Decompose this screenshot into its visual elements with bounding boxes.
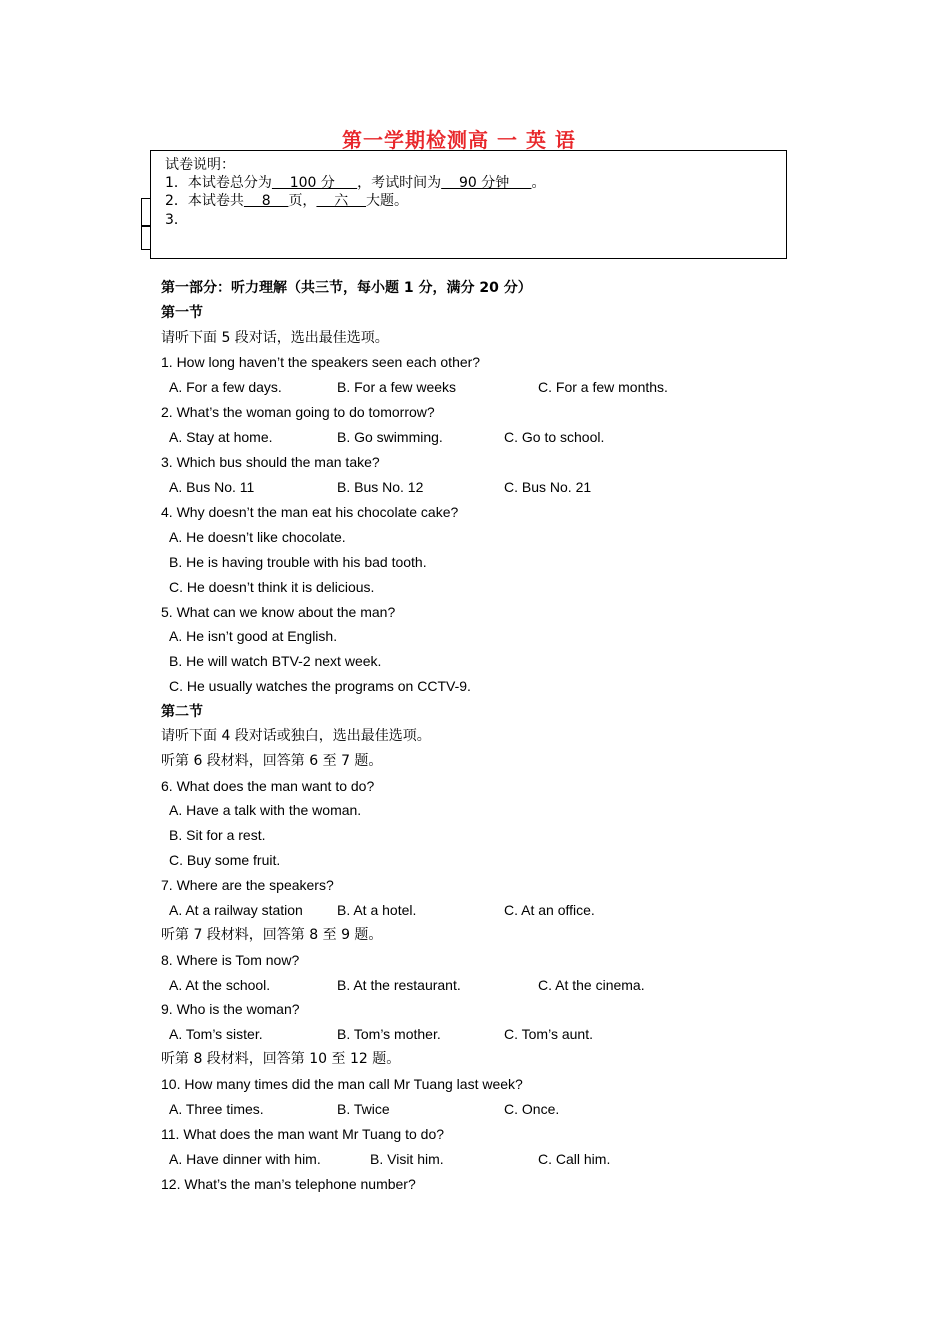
section1-instruction: 请听下面 5 段对话，选出最佳选项。 (161, 330, 389, 346)
notes-line-1 (165, 174, 545, 192)
exam-time-value: 90 分钟 (441, 175, 532, 191)
question-3: 3. Which bus should the man take? (161, 454, 380, 470)
option-8b: B. At the restaurant. (337, 977, 461, 993)
option-9c: C. Tom’s aunt. (504, 1026, 593, 1042)
option-10a: A. Three times. (169, 1101, 264, 1117)
question-2: 2. What’s the woman going to do tomorrow? (161, 404, 435, 420)
option-3c: C. Bus No. 21 (504, 479, 592, 495)
question-4: 4. Why doesn’t the man eat his chocolate cake? (161, 504, 459, 520)
question-5: 5. What can we know about the man? (161, 604, 396, 620)
notes-text: ，考试时间为 (357, 175, 442, 191)
option-4a: A. He doesn’t like chocolate. (169, 529, 346, 545)
part1-heading: 第一部分：听力理解（共三节，每小题 1 分，满分 20 分） (161, 280, 532, 296)
notes-line-2 (165, 192, 408, 210)
option-2c: C. Go to school. (504, 429, 605, 445)
notes-text: 页， (288, 193, 317, 209)
question-8: 8. Where is Tom now? (161, 952, 300, 968)
option-9a: A. Tom’s sister. (169, 1026, 263, 1042)
material-8-instruction: 听第 8 段材料，回答第 10 至 12 题。 (161, 1051, 401, 1067)
option-5b: B. He will watch BTV-2 next week. (169, 653, 382, 669)
page-title: 第一学期检测高 一 英 语 (342, 128, 576, 152)
option-7c: C. At an office. (504, 902, 595, 918)
option-1a: A. For a few days. (169, 379, 282, 395)
option-7a: A. At a railway station (169, 902, 303, 918)
option-6b: B. Sit for a rest. (169, 827, 266, 843)
option-8c: C. At the cinema. (538, 977, 645, 993)
option-4c: C. He doesn’t think it is delicious. (169, 579, 375, 595)
section2-heading: 第二节 (161, 704, 203, 720)
notes-heading: 试卷说明： (165, 157, 235, 173)
material-7-instruction: 听第 7 段材料，回答第 8 至 9 题。 (161, 927, 383, 943)
option-5c: C. He usually watches the programs on CCTV-9. (169, 678, 471, 694)
question-1: 1. How long haven’t the speakers seen each other? (161, 354, 481, 370)
notes-text: 大题。 (366, 193, 409, 209)
option-2a: A. Stay at home. (169, 429, 273, 445)
notes-text: 1．本试卷总分为 (165, 175, 272, 191)
question-7: 7. Where are the speakers? (161, 877, 334, 893)
option-10c: C. Once. (504, 1101, 560, 1117)
option-11c: C. Call him. (538, 1151, 611, 1167)
question-6: 6. What does the man want to do? (161, 778, 375, 794)
total-score-value: 100 分 (271, 175, 358, 191)
option-6a: A. Have a talk with the woman. (169, 802, 362, 818)
question-11: 11. What does the man want Mr Tuang to do? (161, 1126, 445, 1142)
question-10: 10. How many times did the man call Mr Tuang last week? (161, 1076, 523, 1092)
option-11b: B. Visit him. (370, 1151, 444, 1167)
option-1c: C. For a few months. (538, 379, 668, 395)
option-5a: A. He isn’t good at English. (169, 628, 338, 644)
section1-heading: 第一节 (161, 305, 203, 321)
option-10b: B. Twice (337, 1101, 390, 1117)
option-4b: B. He is having trouble with his bad tooth. (169, 554, 427, 570)
notes-line-3: 3． (165, 212, 188, 228)
option-7b: B. At a hotel. (337, 902, 417, 918)
notes-text: 。 (531, 175, 546, 191)
part-count-value: 六 (316, 193, 367, 209)
option-9b: B. Tom’s mother. (337, 1026, 441, 1042)
section2-instruction: 请听下面 4 段对话或独白，选出最佳选项。 (161, 728, 431, 744)
option-6c: C. Buy some fruit. (169, 852, 281, 868)
option-8a: A. At the school. (169, 977, 271, 993)
option-1b: B. For a few weeks (337, 379, 457, 395)
option-3a: A. Bus No. 11 (169, 479, 255, 495)
option-2b: B. Go swimming. (337, 429, 443, 445)
binding-tab (141, 198, 151, 226)
notes-text: 2．本试卷共 (165, 193, 244, 209)
material-6-instruction: 听第 6 段材料，回答第 6 至 7 题。 (161, 753, 383, 769)
page-count-value: 8 (243, 193, 289, 209)
binding-tab (141, 226, 151, 250)
question-9: 9. Who is the woman? (161, 1001, 300, 1017)
option-3b: B. Bus No. 12 (337, 479, 424, 495)
option-11a: A. Have dinner with him. (169, 1151, 321, 1167)
question-12: 12. What’s the man’s telephone number? (161, 1176, 416, 1192)
